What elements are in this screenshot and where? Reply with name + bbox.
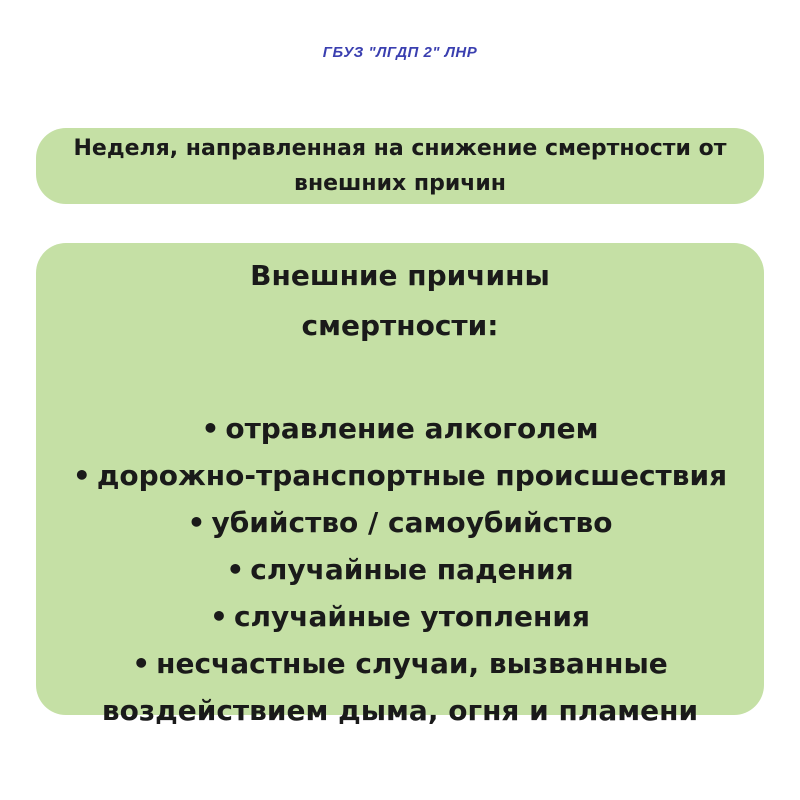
cause-label: отравление алкоголем [225,412,599,445]
panel-title [36,251,764,351]
cause-label: случайные падения [250,553,574,586]
cause-item [36,546,764,593]
banner-line-1: Неделя, направленная на снижение смертности от [73,136,727,161]
bullet-icon: • [201,412,220,445]
cause-item [36,452,764,499]
cause-label: несчастные случаи, вызванные [156,647,668,680]
cause-item [36,499,764,546]
bullet-icon: • [226,553,245,586]
banner-heading [74,131,727,201]
cause-item [36,405,764,452]
week-banner [36,128,764,204]
cause-continuation: воздействием дыма, огня и пламени [101,694,699,727]
cause-label: случайные утопления [233,600,590,633]
cause-label: убийство / самоубийство [211,506,613,539]
panel-title-line-2: смертности: [301,309,499,342]
bullet-icon: • [132,647,151,680]
bullet-icon: • [187,506,206,539]
banner-line-2: внешних причин [294,171,506,196]
cause-label: дорожно-транспортные происшествия [96,459,728,492]
bullet-icon: • [72,459,91,492]
organization-name: ГБУЗ "ЛГДП 2" ЛНР [322,44,478,61]
cause-item [36,593,764,640]
panel-title-line-1: Внешние причины [250,259,550,292]
causes-list [36,405,764,734]
bullet-icon: • [210,600,228,633]
causes-panel [36,243,764,727]
cause-item [36,640,764,687]
